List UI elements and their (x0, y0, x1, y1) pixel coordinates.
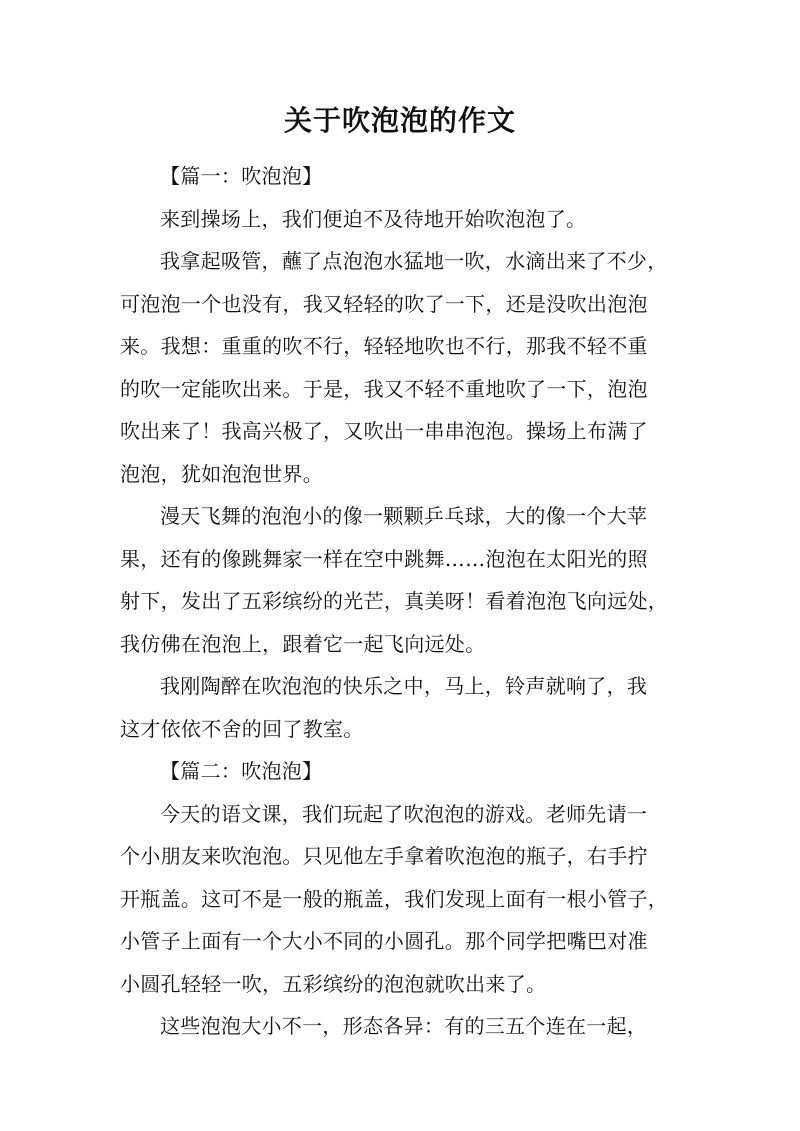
document-title: 关于吹泡泡的作文 (283, 104, 516, 137)
text-line: 我拿起吸管，蘸了点泡泡水猛地一吹，水滴出来了不少， (160, 249, 668, 273)
document-body (120, 155, 680, 1048)
text-line: 漫天飞舞的泡泡小的像一颗颗乒乓球，大的像一个大苹 (160, 504, 648, 528)
heading-text: 【篇二：吹泡泡】 (160, 759, 323, 783)
text-line: 的吹一定能吹出来。于是，我又不轻不重地吹了一下，泡泡 (120, 376, 648, 401)
section-heading (120, 155, 680, 198)
section-1 (120, 155, 680, 750)
section-2 (120, 750, 680, 1048)
text-line: 来。我想：重重的吹不行，轻轻地吹也不行，那我不轻不重 (120, 334, 648, 358)
text-line: 射下，发出了五彩缤纷的光芒，真美呀！看着泡泡飞向远处， (120, 589, 669, 613)
text-line: 吹出来了！我高兴极了，又吹出一串串泡泡。操场上布满了 (120, 419, 648, 443)
paragraph (120, 240, 680, 495)
text-line: 今天的语文课，我们玩起了吹泡泡的游戏。老师先请一 (160, 801, 648, 826)
paragraph (120, 793, 680, 1006)
text-line: 个小朋友来吹泡泡。只见他左手拿着吹泡泡的瓶子，右手拧 (120, 844, 648, 868)
paragraph (120, 665, 680, 750)
document-page (120, 0, 680, 1131)
section-heading (120, 750, 680, 793)
text-line: 小圆孔轻轻一吹，五彩缤纷的泡泡就吹出来了。 (120, 971, 547, 996)
paragraph (120, 198, 680, 241)
text-line: 泡泡，犹如泡泡世界。 (120, 461, 323, 486)
text-line: 这才依依不舍的回了教室。 (120, 716, 364, 741)
text-line: 可泡泡一个也没有，我又轻轻的吹了一下，还是没吹出泡泡 (120, 291, 648, 316)
text-line: 开瓶盖。这可不是一般的瓶盖，我们发现上面有一根小管子， (120, 886, 669, 911)
paragraph (120, 1005, 680, 1048)
text-line: 果，还有的像跳舞家一样在空中跳舞……泡泡在太阳光的照 (120, 546, 648, 571)
paragraph (120, 495, 680, 665)
text-line: 我刚陶醉在吹泡泡的快乐之中，马上，铃声就响了，我 (160, 674, 648, 698)
text-line: 来到操场上，我们便迫不及待地开始吹泡泡了。 (160, 206, 587, 231)
heading-text: 【篇一：吹泡泡】 (160, 164, 323, 188)
text-line: 我仿佛在泡泡上，跟着它一起飞向远处。 (120, 631, 486, 656)
text-line: 小管子上面有一个大小不同的小圆孔。那个同学把嘴巴对准 (120, 929, 648, 953)
text-line: 这些泡泡大小不一，形态各异：有的三五个连在一起， (160, 1014, 648, 1038)
